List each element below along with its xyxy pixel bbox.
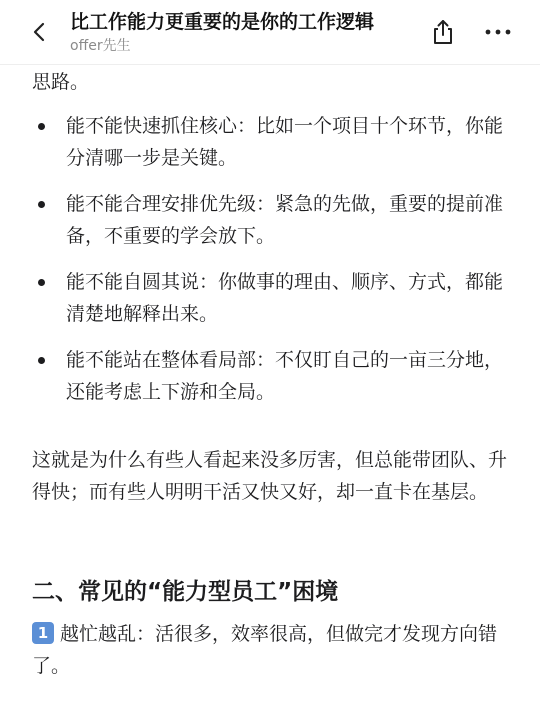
bullet-dot-icon (38, 357, 45, 364)
dilemma-item-1 (32, 618, 512, 682)
section-heading: 二、常见的“能力型员工”困境 (32, 579, 339, 605)
author-name[interactable]: offer先生 (70, 38, 131, 54)
bullet-text: 能不能合理安排优先级：紧急的先做，重要的提前准备，不重要的学会放下。 (66, 193, 504, 247)
share-button[interactable] (430, 18, 456, 46)
article-body (32, 64, 512, 682)
chevron-left-icon (28, 20, 52, 44)
bullet-item-priority (32, 188, 512, 252)
share-icon (430, 18, 456, 46)
summary-paragraph: 这就是为什么有些人看起来没多厉害，但总能带团队、升得快；而有些人明明干活又快又好，却一直卡在基层。 (32, 449, 508, 503)
bullet-dot-icon (38, 201, 45, 208)
bullet-dot-icon (38, 123, 45, 130)
top-navigation-bar (0, 0, 540, 65)
title-block (70, 8, 420, 56)
number-badge-icon: 1 (32, 622, 54, 644)
intro-tail: 思路。 (32, 71, 90, 93)
more-icon (484, 22, 512, 42)
bullet-item-core (32, 110, 512, 174)
bullet-text: 能不能快速抓住核心：比如一个项目十个环节，你能分清哪一步是关键。 (66, 115, 504, 169)
bullet-dot-icon (38, 279, 45, 286)
bullet-text: 能不能自圆其说：你做事的理由、顺序、方式，都能清楚地解释出来。 (66, 271, 504, 325)
dilemma-item-text: 越忙越乱：活很多，效率很高，但做完才发现方向错了。 (32, 623, 498, 677)
bullet-item-big-picture (32, 344, 512, 408)
back-button[interactable] (28, 20, 52, 44)
bullet-text: 能不能站在整体看局部：不仅盯自己的一亩三分地，还能考虑上下游和全局。 (66, 349, 504, 403)
bullet-list (32, 110, 512, 408)
page-title: 比工作能力更重要的是你的工作逻辑 (70, 11, 375, 33)
more-button[interactable] (484, 22, 512, 42)
bullet-item-justify (32, 266, 512, 330)
